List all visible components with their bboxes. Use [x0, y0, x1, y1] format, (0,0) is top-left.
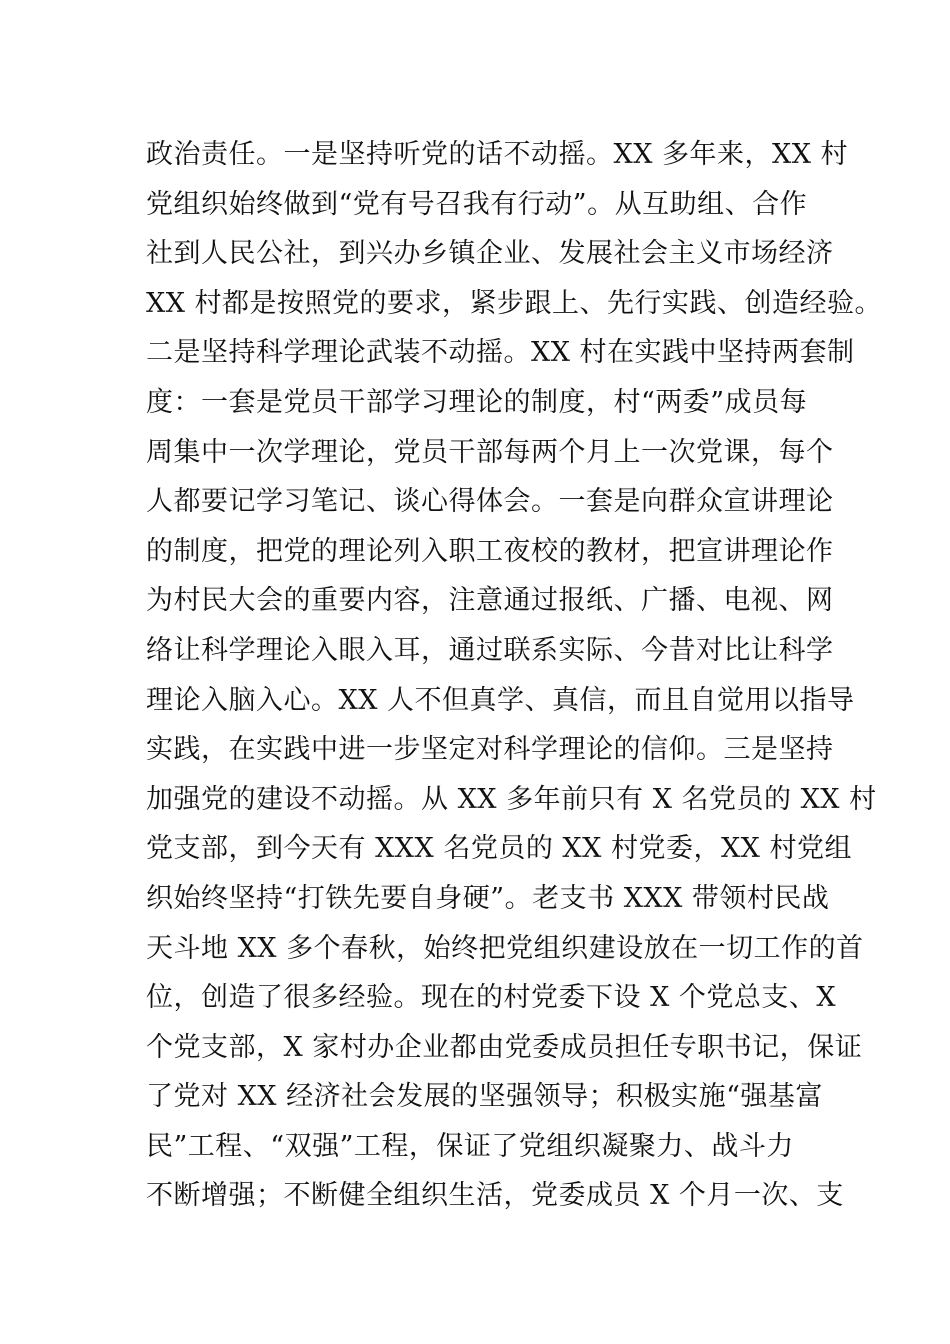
text-line: 二是坚持科学理论武装不动摇。XX 村在实践中坚持两套制: [146, 337, 855, 369]
text-line: 政治责任。一是坚持听党的话不动摇。XX 多年来，XX 村: [146, 139, 849, 170]
text-line: 个党支部，X 家村办企业都由党委成员担任专职书记，保证: [146, 1031, 863, 1063]
text-line: 为村民大会的重要内容，注意通过报纸、广播、电视、网: [146, 585, 834, 617]
text-line: 实践，在实践中进一步坚定对科学理论的信仰。三是坚持: [146, 734, 834, 766]
text-line: 党组织始终做到“党有号召我有行动”。从互助组、合作: [146, 188, 808, 220]
text-line: 周集中一次学理论，党员干部每两个月上一次党课，每个: [146, 436, 834, 468]
text-line: 人都要记学习笔记、谈心得体会。一套是向群众宣讲理论: [146, 486, 834, 518]
text-line: 度：一套是党员干部学习理论的制度，村“两委”成员每: [146, 386, 808, 418]
text-line: 社到人民公社，到兴办乡镇企业、发展社会主义市场经济: [146, 238, 834, 270]
text-line: XX 村都是按照党的要求，紧步跟上、先行实践、创造经验。: [146, 287, 883, 319]
text-line: 不断增强；不断健全组织生活，党委成员 X 个月一次、支: [146, 1180, 844, 1212]
text-line: 络让科学理论入眼入耳，通过联系实际、今昔对比让科学: [146, 634, 834, 666]
text-line: 位，创造了很多经验。现在的村党委下设 X 个党总支、X: [146, 982, 837, 1014]
text-line: 民”工程、“双强”工程，保证了党组织凝聚力、战斗力: [146, 1130, 794, 1162]
text-line: 党支部，到今天有 XXX 名党员的 XX 村党委，XX 村党组: [146, 833, 852, 865]
text-line: 的制度，把党的理论列入职工夜校的教材，把宣讲理论作: [146, 535, 834, 567]
body-text: [146, 130, 883, 1221]
text-line: 天斗地 XX 多个春秋，始终把党组织建设放在一切工作的首: [146, 932, 864, 964]
text-line: 加强党的建设不动摇。从 XX 多年前只有 X 名党员的 XX 村: [146, 783, 877, 815]
text-line: 理论入脑入心。XX 人不但真学、真信，而且自觉用以指导: [146, 684, 855, 716]
text-line: 了党对 XX 经济社会发展的坚强领导；积极实施“强基富: [146, 1081, 823, 1113]
text-line: 织始终坚持“打铁先要自身硬”。老支书 XXX 带领村民战: [146, 882, 830, 914]
